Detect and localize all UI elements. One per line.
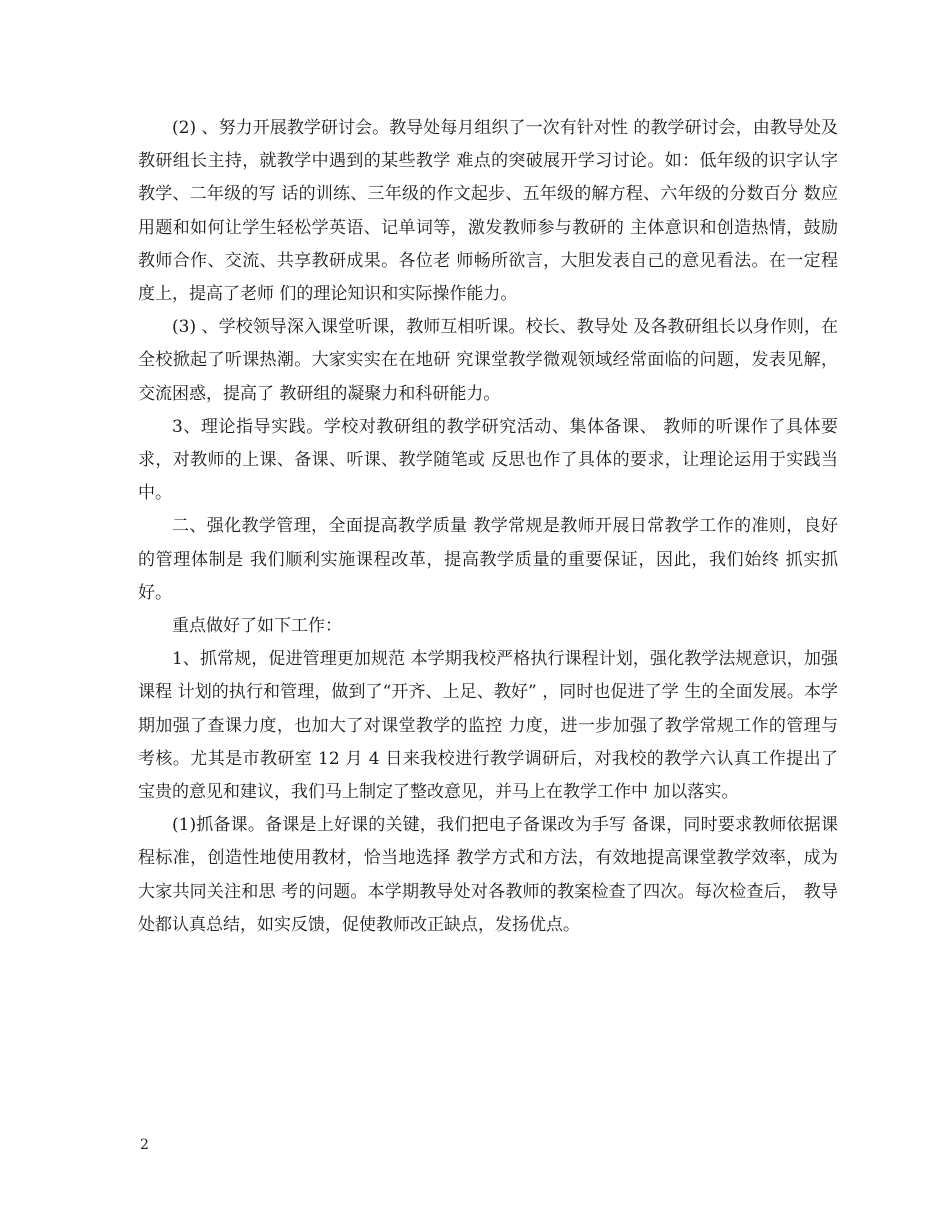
paragraph-seminar: (2) 、努力开展教学研讨会。教导处每月组织了一次有针对性 的教学研讨会，由教导处及教研组长主持，就教学中遇到的某些教学 难点的突破展开学习讨论。如：低年级的识字认字教学、二年级的写 话的训练、三年级的作文起步、五年级的解方程、六年级的分数百分 数应用题和如何让学生轻松学英语、记单词等，激发教师参与教研的 主体意识和创造热情，鼓励教师合作、交流、共享教研成果。各位老 师畅所欲言，大胆发表自己的意见看法。在一定程度上，提高了老师 们的理论知识和实际操作能力。	[138, 118, 838, 305]
paragraph-lesson-preparation: (1)抓备课。备课是上好课的关键，我们把电子备课改为手写 备课，同时要求教师依据课程标准，创造性地使用教材，恰当地选择 教学方式和方法，有效地提高课堂教学效率，成为大家共同关注和思 考的问题。本学期教导处对各教师的教案检查了四次。每次检查后， 教导处都认真总结，如实反馈，促使教师改正缺点，发扬优点。	[138, 815, 838, 935]
document-body	[138, 112, 838, 942]
page-number: 2	[140, 1137, 149, 1153]
paragraph-teaching-management: 二、强化教学管理，全面提高教学质量 教学常规是教师开展日常教学工作的准则，良好的管理体制是 我们顺利实施课程改革，提高教学质量的重要保证，因此，我们始终 抓实抓好。	[138, 516, 838, 603]
paragraph-theory-practice: 3、理论指导实践。学校对教研组的教学研究活动、集体备课、 教师的听课作了具体要求，对教师的上课、备课、听课、教学随笔或 反思也作了具体的要求，让理论运用于实践当中。	[138, 416, 838, 504]
paragraph-key-work: 重点做好了如下工作：	[172, 616, 342, 637]
paragraph-routine-management: 1、抓常规，促进管理更加规范 本学期我校严格执行课程计划，强化教学法规意识，加强课程 计划的执行和管理，做到了“开齐、上足、教好” ，同时也促进了学 生的全面发展。本学期加强了查课力度，也加大了对课堂教学的监控 力度，进一步加强了教学常规工作的管理与考核。尤其是市教研室 12 月 4 日来我校进行教学调研后，对我校的教学六认真工作提出了 宝贵的意见和建议，我们马上制定了整改意见，并马上在教学工作中 加以落实。	[138, 649, 838, 803]
paragraph-lesson-observation: (3) 、学校领导深入课堂听课，教师互相听课。校长、教导处 及各教研组长以身作则，在全校掀起了听课热潮。大家实实在在地研 究课堂教学微观领域经常面临的问题，发表见解，交流困惑，提高了 教研组的凝聚力和科研能力。	[138, 317, 838, 404]
